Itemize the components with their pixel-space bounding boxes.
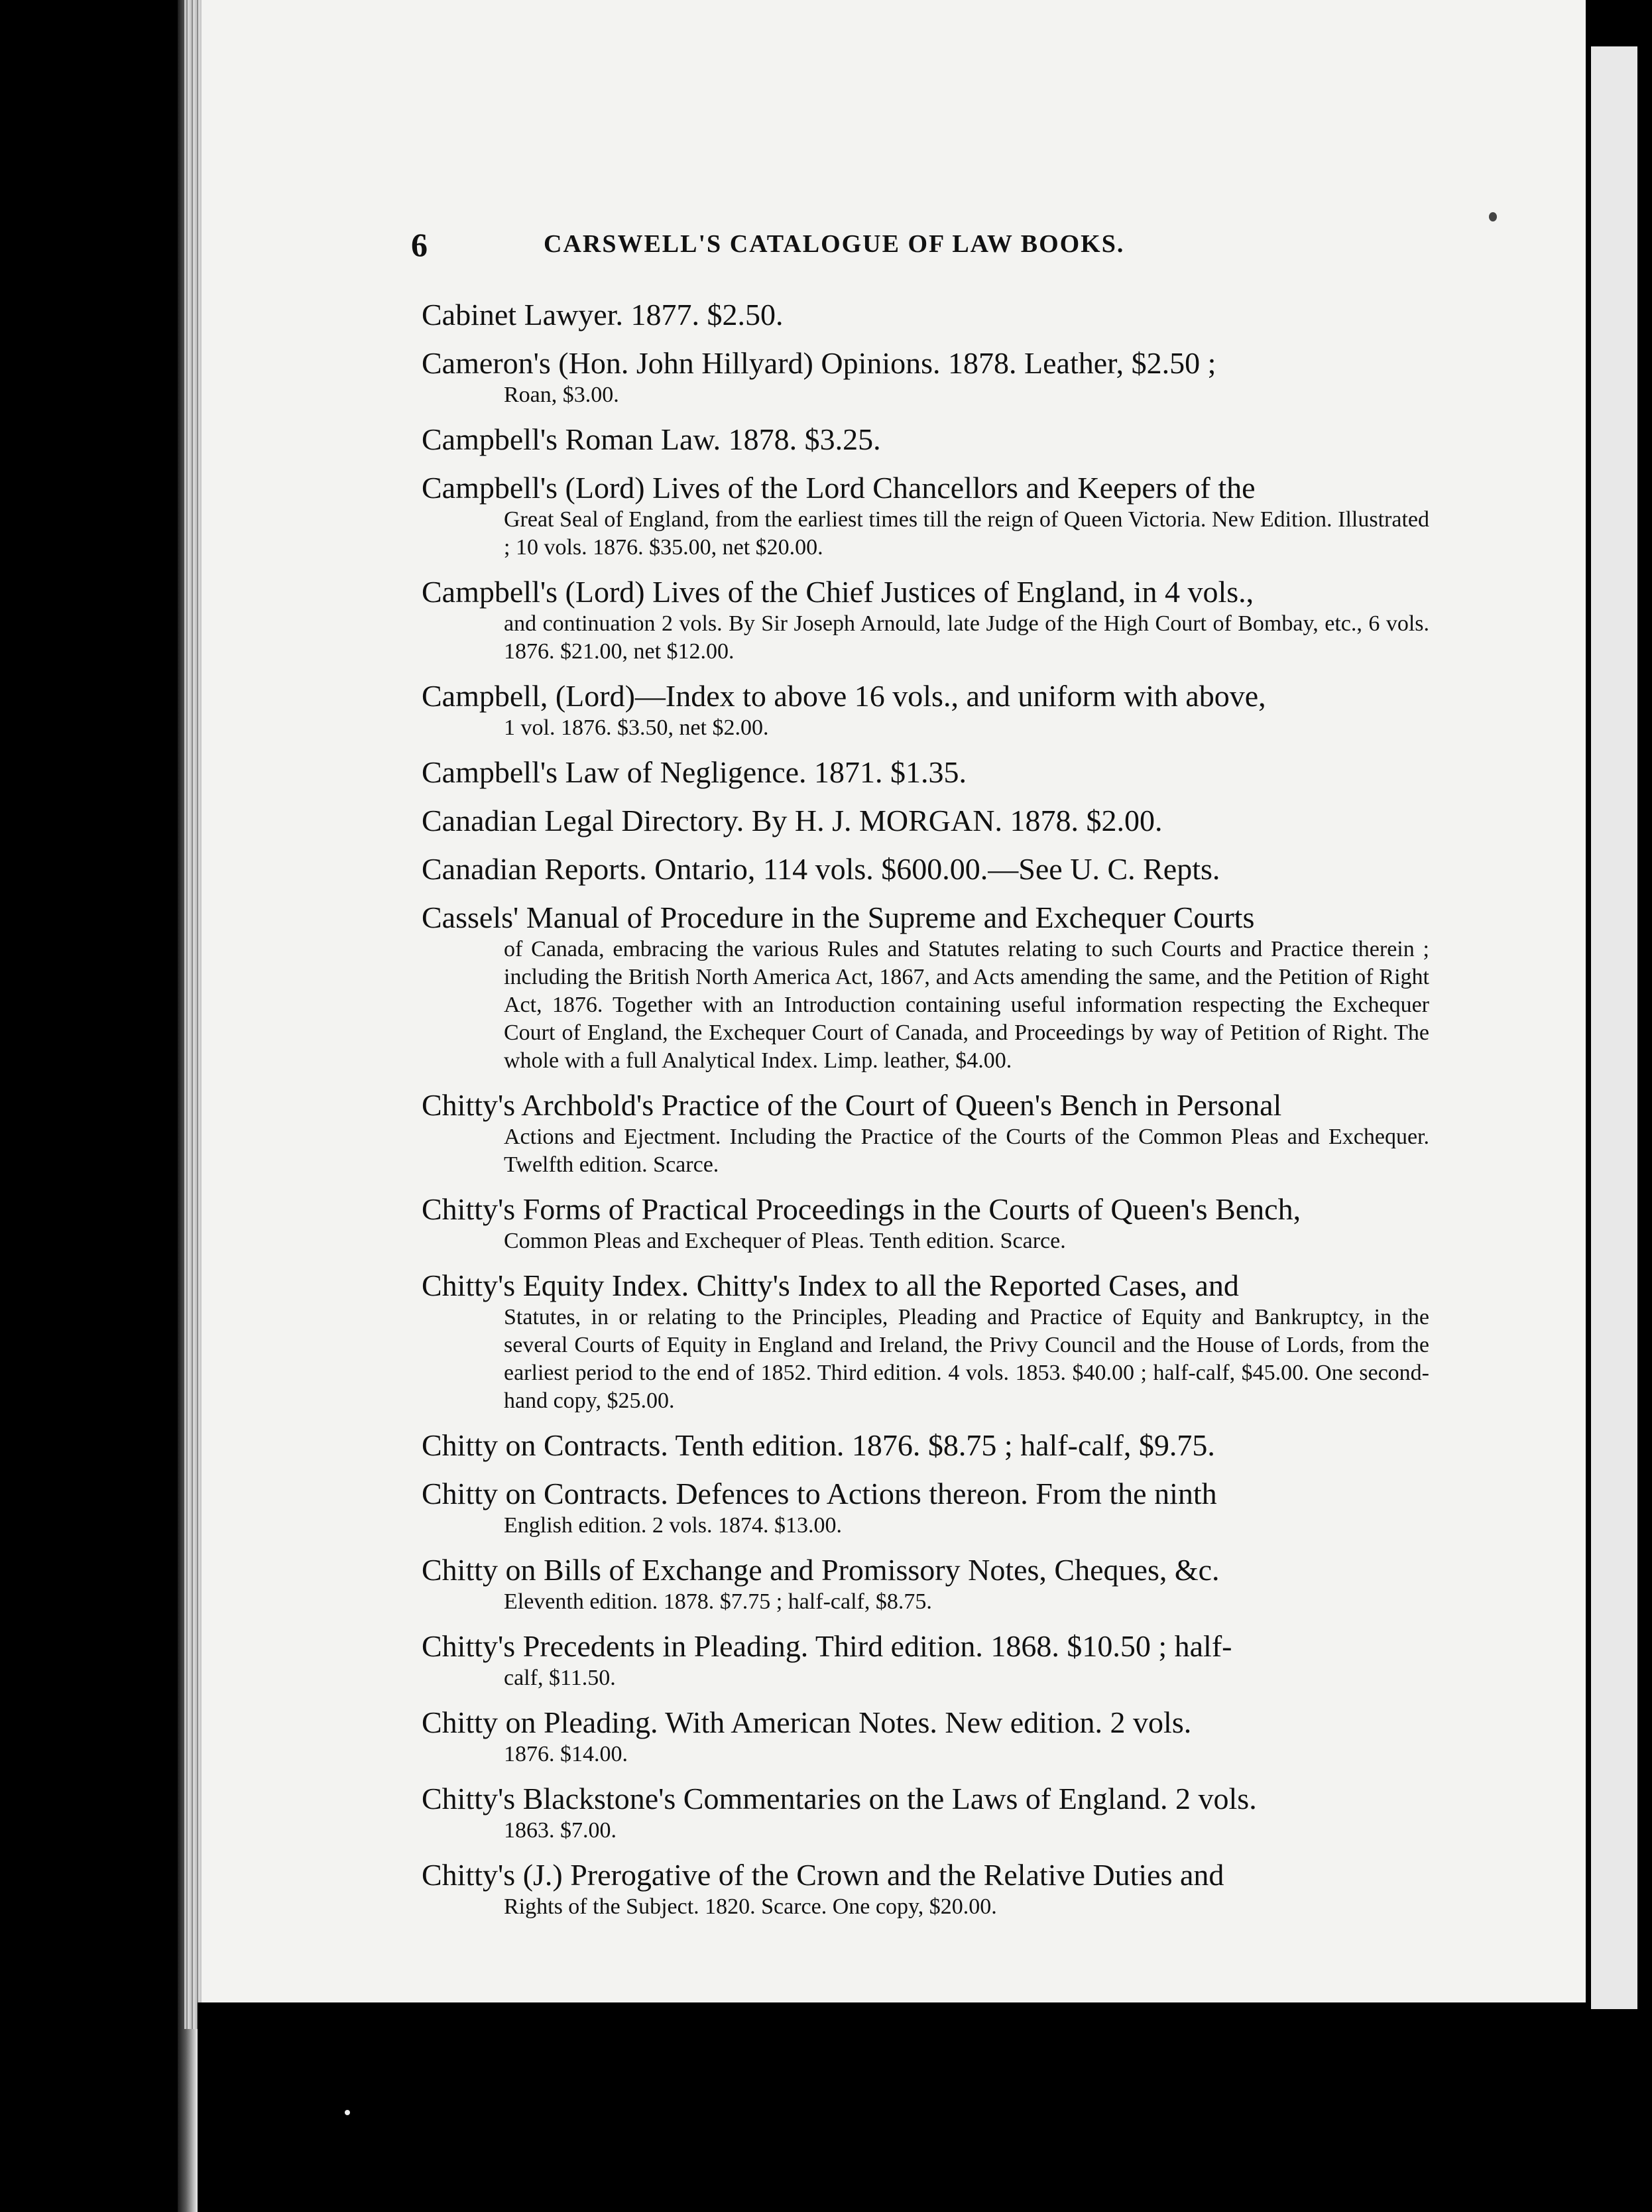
catalogue-entry [422,851,1429,887]
catalogue-entry [422,678,1429,742]
entry-title: Canadian Legal Directory. By H. J. MORGAN. 1878. $2.00. [422,804,1163,837]
page-number: 6 [411,226,428,263]
catalogue-entry [422,574,1429,666]
page-header [411,225,1445,265]
entry-detail: English edition. 2 vols. 1874. $13.00. [504,1513,842,1538]
entry-title: Campbell's Roman Law. 1878. $3.25. [422,422,881,456]
entry-detail: calf, $11.50. [504,1666,616,1690]
entry-detail: Statutes, in or relating to the Principles, Pleading and Practice of Equity and Bankruptcy, in the several Courts of Equity in England and Ireland, the Privy Council and the House of Lords, from the earliest period to the end of 1852. Third edition. 4 vols. 1853. $40.00 ; half-calf, $45.00. One second-hand copy, $25.00. [504,1305,1429,1413]
page-stack-edge [184,0,202,2029]
entry-title: Cassels' Manual of Procedure in the Supreme and Exchequer Courts [422,900,1255,934]
catalogue-entry [422,470,1429,562]
catalogue-entry [422,900,1429,1075]
entry-title: Cameron's (Hon. John Hillyard) Opinions. 1878. Leather, $2.50 ; [422,346,1216,380]
catalogue-entry [422,1857,1429,1921]
entry-title: Campbell's Law of Negligence. 1871. $1.35. [422,755,967,789]
entry-title: Chitty's Equity Index. Chitty's Index to all the Reported Cases, and [422,1268,1239,1302]
ink-speck [1489,212,1497,221]
catalogue-entry [422,1781,1429,1845]
bottom-margin-dark [198,2002,1586,2212]
entry-detail: 1863. $7.00. [504,1818,617,1843]
entry-title: Chitty's Blackstone's Commentaries on the Laws of England. 2 vols. [422,1782,1257,1815]
entry-detail: 1 vol. 1876. $3.50, net $2.00. [504,715,769,740]
entry-title: Cabinet Lawyer. 1877. $2.50. [422,298,784,332]
catalogue-entry [422,1428,1429,1463]
entry-title: Chitty's Archbold's Practice of the Court of Queen's Bench in Personal [422,1088,1282,1122]
catalogue-entry [422,1628,1429,1692]
catalogue-entry [422,1476,1429,1540]
adjacent-page-edge [1591,46,1637,2009]
catalogue-entries [422,297,1429,1934]
entry-title: Campbell's (Lord) Lives of the Chief Justices of England, in 4 vols., [422,575,1254,609]
catalogue-entry [422,345,1429,409]
entry-title: Chitty on Contracts. Defences to Actions thereon. From the ninth [422,1477,1217,1510]
entry-title: Chitty's (J.) Prerogative of the Crown and the Relative Duties and [422,1858,1224,1892]
catalogue-entry [422,1705,1429,1768]
entry-detail: Common Pleas and Exchequer of Pleas. Tenth edition. Scarce. [504,1229,1066,1253]
catalogue-entry [422,1192,1429,1255]
catalogue-entry [422,1552,1429,1616]
catalogue-entry [422,297,1429,333]
entry-detail: of Canada, embracing the various Rules and Statutes relating to such Courts and Practice therein ; including the British North America Act, 1867, and Acts amending the same, and the Petition of Right Act, 1876. Together with an Introduction containing useful information respecting the Exchequer Court of England, the Exchequer Court of Canada, and Proceedings by way of Petition of Right. The whole with a full Analytical Index. Limp. leather, $4.00. [504,937,1429,1073]
entry-detail: Roan, $3.00. [504,383,619,407]
margin-dot [345,2110,350,2115]
entry-title: Chitty on Contracts. Tenth edition. 1876. $8.75 ; half-calf, $9.75. [422,1428,1215,1462]
entry-title: Campbell's (Lord) Lives of the Lord Chancellors and Keepers of the [422,471,1256,505]
catalogue-entry [422,1087,1429,1179]
entry-detail: Actions and Ejectment. Including the Practice of the Courts of the Common Pleas and Exchequer. Twelfth edition. Scarce. [504,1125,1429,1177]
catalogue-entry [422,755,1429,790]
catalogue-entry [422,422,1429,458]
entry-detail: Eleventh edition. 1878. $7.75 ; half-calf, $8.75. [504,1589,932,1614]
catalogue-entry [422,803,1429,839]
entry-detail: Rights of the Subject. 1820. Scarce. One copy, $20.00. [504,1894,997,1919]
catalogue-entry [422,1268,1429,1415]
entry-title: Chitty's Precedents in Pleading. Third edition. 1868. $10.50 ; half- [422,1629,1232,1663]
entry-detail: Great Seal of England, from the earliest times till the reign of Queen Victoria. New Edition. Illustrated ; 10 vols. 1876. $35.00, net $20.00. [504,507,1429,560]
entry-detail: and continuation 2 vols. By Sir Joseph Arnould, late Judge of the High Court of Bombay, etc., 6 vols. 1876. $21.00, net $12.00. [504,611,1429,664]
entry-title: Chitty on Pleading. With American Notes. New edition. 2 vols. [422,1705,1192,1739]
entry-title: Chitty on Bills of Exchange and Promissory Notes, Cheques, &c. [422,1553,1220,1587]
entry-title: Chitty's Forms of Practical Proceedings in the Courts of Queen's Bench, [422,1192,1301,1226]
running-head: CARSWELL'S CATALOGUE OF LAW BOOKS. [544,230,1125,258]
entry-detail: 1876. $14.00. [504,1742,628,1766]
entry-title: Campbell, (Lord)—Index to above 16 vols., and uniform with above, [422,679,1266,713]
entry-title: Canadian Reports. Ontario, 114 vols. $600.00.—See U. C. Repts. [422,852,1220,886]
